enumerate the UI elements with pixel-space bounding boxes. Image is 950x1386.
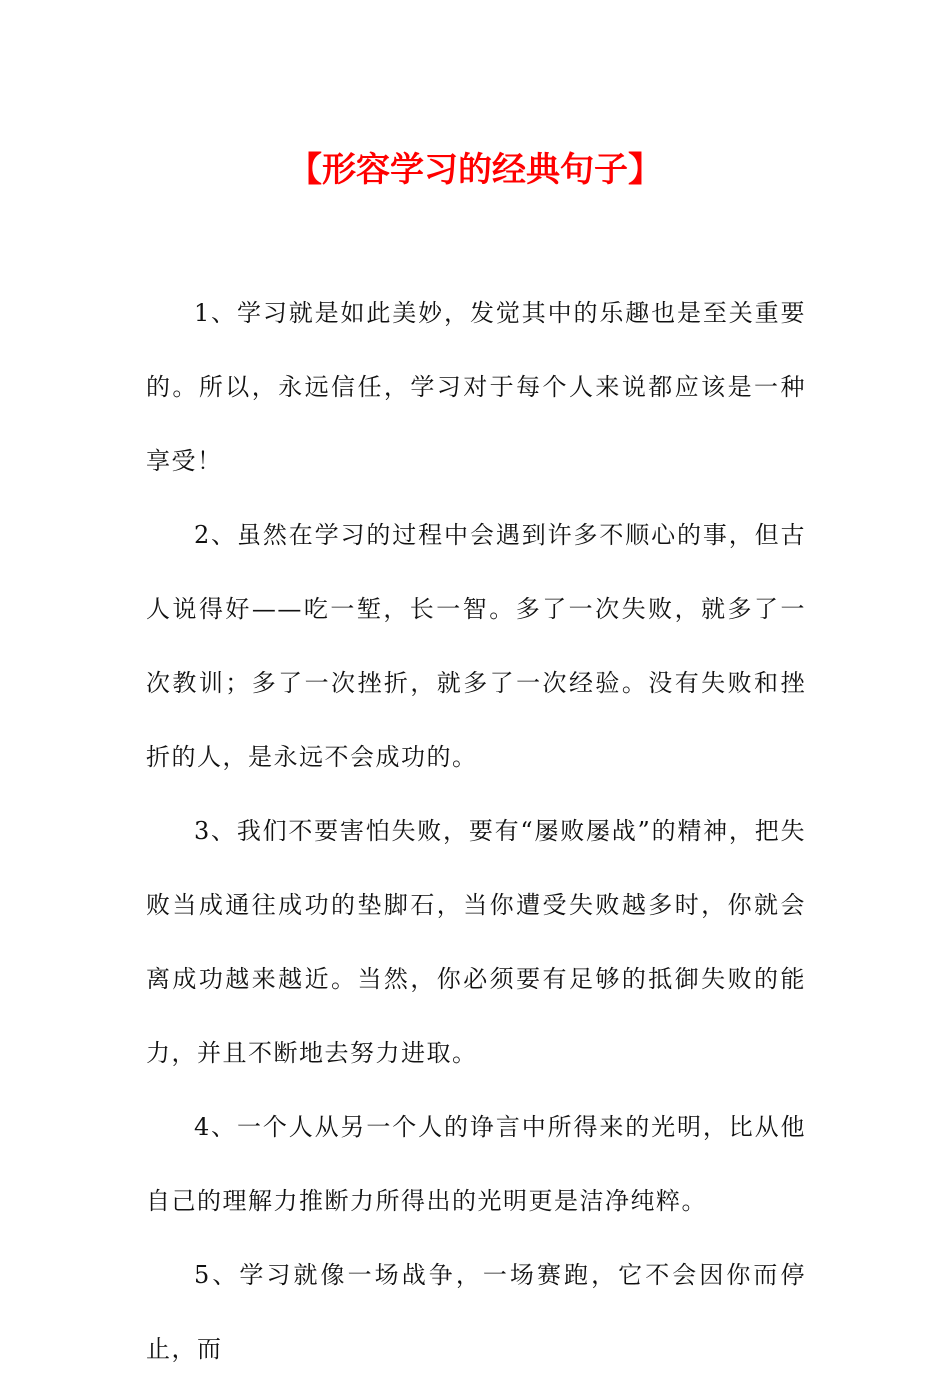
- document-title: 【形容学习的经典句子】: [288, 150, 662, 190]
- paragraph-1: 1、学习就是如此美妙，发觉其中的乐趣也是至关重要的。所以，永远信任，学习对于每个人来说都应该是一种享受！: [146, 299, 806, 475]
- paragraph-3: 3、我们不要害怕失败，要有“屡败屡战”的精神，把失败当成通往成功的垫脚石，当你遭受失败越多时，你就会离成功越来越近。当然，你必须要有足够的抵御失败的能力，并且不断地去努力进取。: [146, 817, 806, 1067]
- paragraph-2: 2、虽然在学习的过程中会遇到许多不顺心的事，但古人说得好——吃一堑，长一智。多了一次失败，就多了一次教训；多了一次挫折，就多了一次经验。没有失败和挫折的人，是永远不会成功的。: [146, 521, 806, 771]
- document-body: [146, 276, 806, 1386]
- paragraph-4: 4、一个人从另一个人的诤言中所得来的光明，比从他自己的理解力推断力所得出的光明更是洁净纯粹。: [146, 1113, 806, 1215]
- paragraph-5: 5、学习就像一场战争，一场赛跑，它不会因你而停止，而: [146, 1261, 806, 1363]
